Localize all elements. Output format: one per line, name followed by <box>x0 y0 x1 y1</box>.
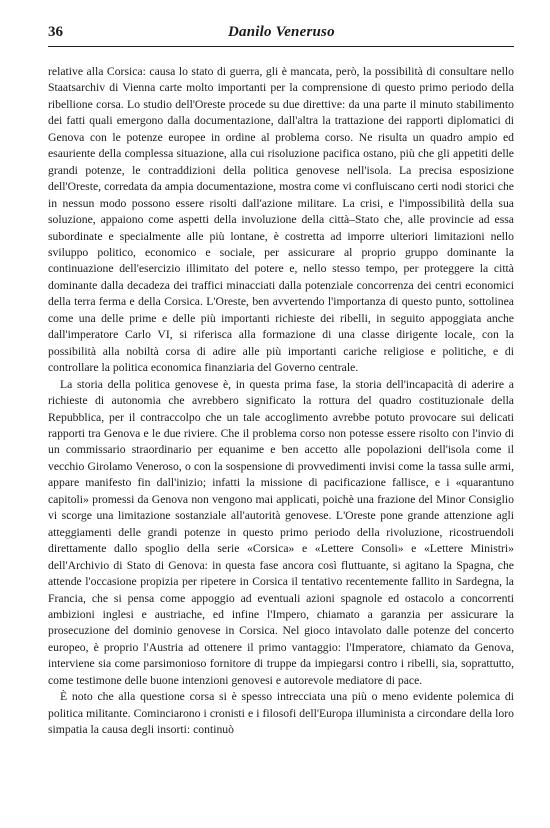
running-title: Danilo Veneruso <box>228 24 335 40</box>
page-header <box>48 24 514 47</box>
book-page <box>48 24 514 739</box>
body-text <box>48 64 514 739</box>
paragraph-1: relative alla Corsica: causa lo stato di guerra, gli è mancata, però, la possibilità di consultare nello Staatsarchiv di Vienna carte molto importanti per la comprensione di questo primo periodo della ribellione corsa. Lo studio dell'Oreste procede su due direttive: da una parte il minuto stabilimento dei fatti quali emergono dalla documentazione, dall'altra la trattazione dei rapporti diplomatici di Genova con le potenze europee in ordine al problema corso. Ne risulta un quadro ampio ed esauriente della complessa situazione, alla cui risoluzione pacifica ostano, più che gli appetiti delle grandi potenze, le contraddizioni della politica genovese nell'isola. La precisa esposizione dell'Oreste, corredata da ampia documentazione, mostra come vi confluiscano certi nodi storici che in nessun modo possono essere risolti dall'azione militare. La crisi, e l'impossibilità della sua soluzione, appaiono come aspetti della involuzione della città–Stato che, alle provincie ad essa subordinate e specialmente alle più lontane, è costretta ad imporre ulteriori limitazioni nello sviluppo politico, economico e sociale, per assicurare al proprio gruppo dominante la continuazione dell'esercizio illimitato del potere e, nello stesso tempo, per proteggere la città dominante dalla decadeza dei traffici minacciati dalla potenziale concorrenza dei centri economici della terra ferma e della Corsica. L'Oreste, ben avvertendo l'importanza di questo punto, sottolinea come una delle prime e delle più importanti richieste dei ribelli, in seguito appoggiata anche dall'imperatore Carlo VI, si riferisca alla formazione di una classe dirigente locale, con la possibilità alla nobiltà corsa di adire alle più importanti cariche religiose e politiche, e di controllare la politica economica finanziaria del Governo centrale. <box>48 65 514 375</box>
paragraph-2: La storia della politica genovese è, in questa prima fase, la storia dell'incapacità di aderire a richieste di autonomia che avrebbero significato la rottura del quadro costituzionale della Repubblica, per il contraccolpo che un tale accoglimento avrebbe potuto provocare sui delicati rapporti tra Genova e le due riviere. Che il problema corso non potesse essere risolto con l'invio di un commissario straordinario per equanime e ben accetto alle popolazioni dell'isola come il vecchio Girolamo Veneroso, o con la sospensione di provvedimenti invisi come la tassa sulle armi, appare manifesto fin dall'inizio; infatti la missione di pacificazione fallisce, e i «quarantuno capitoli» promessi da Genova non vengono mai applicati, poichè una frazione del Minor Consiglio vi scorge una limitazione sostanziale all'autorità genovese. L'Oreste pone grande attenzione agli atteggiamenti delle grandi potenze in questo primo periodo della rivoluzione, ricostruendoli direttamente dallo spoglio della serie «Corsica» e «Lettere Consoli» e «Lettere Ministri» dell'Archivio di Stato di Genova: in questa fase ancora così fluttuante, si agitano la Spagna, che attende l'occasione propizia per ripetere in Corsica il tentativo recentemente fallito in Sardegna, la Francia, che si pensa come appoggio ad eventuali azioni spagnole ed ostacolo a concorrenti ambizioni inglesi e austriache, ed infine l'Impero, chiamato a garanzia per assicurare la prosecuzione del dominio genovese in Corsica. Nel gioco intavolato dalle potenze del concerto europeo, è proprio l'Austria ad ottenere il primo vantaggio: l'Imperatore, chiamato da Genova, interviene sia come parsimonioso fornitore di truppe da impiegarsi contro i ribelli, sia, soprattutto, come testimone delle buone intenzioni genovesi e autorevole mediatore di pace. <box>48 377 514 687</box>
page-number: 36 <box>48 24 63 40</box>
paragraph-3: È noto che alla questione corsa si è spesso intrecciata una più o meno evidente polemica di politica militante. Cominciarono i cronisti e i filosofi dell'Europa illuminista a circondare della loro simpatia la causa degli insorti: continuò <box>48 690 514 737</box>
